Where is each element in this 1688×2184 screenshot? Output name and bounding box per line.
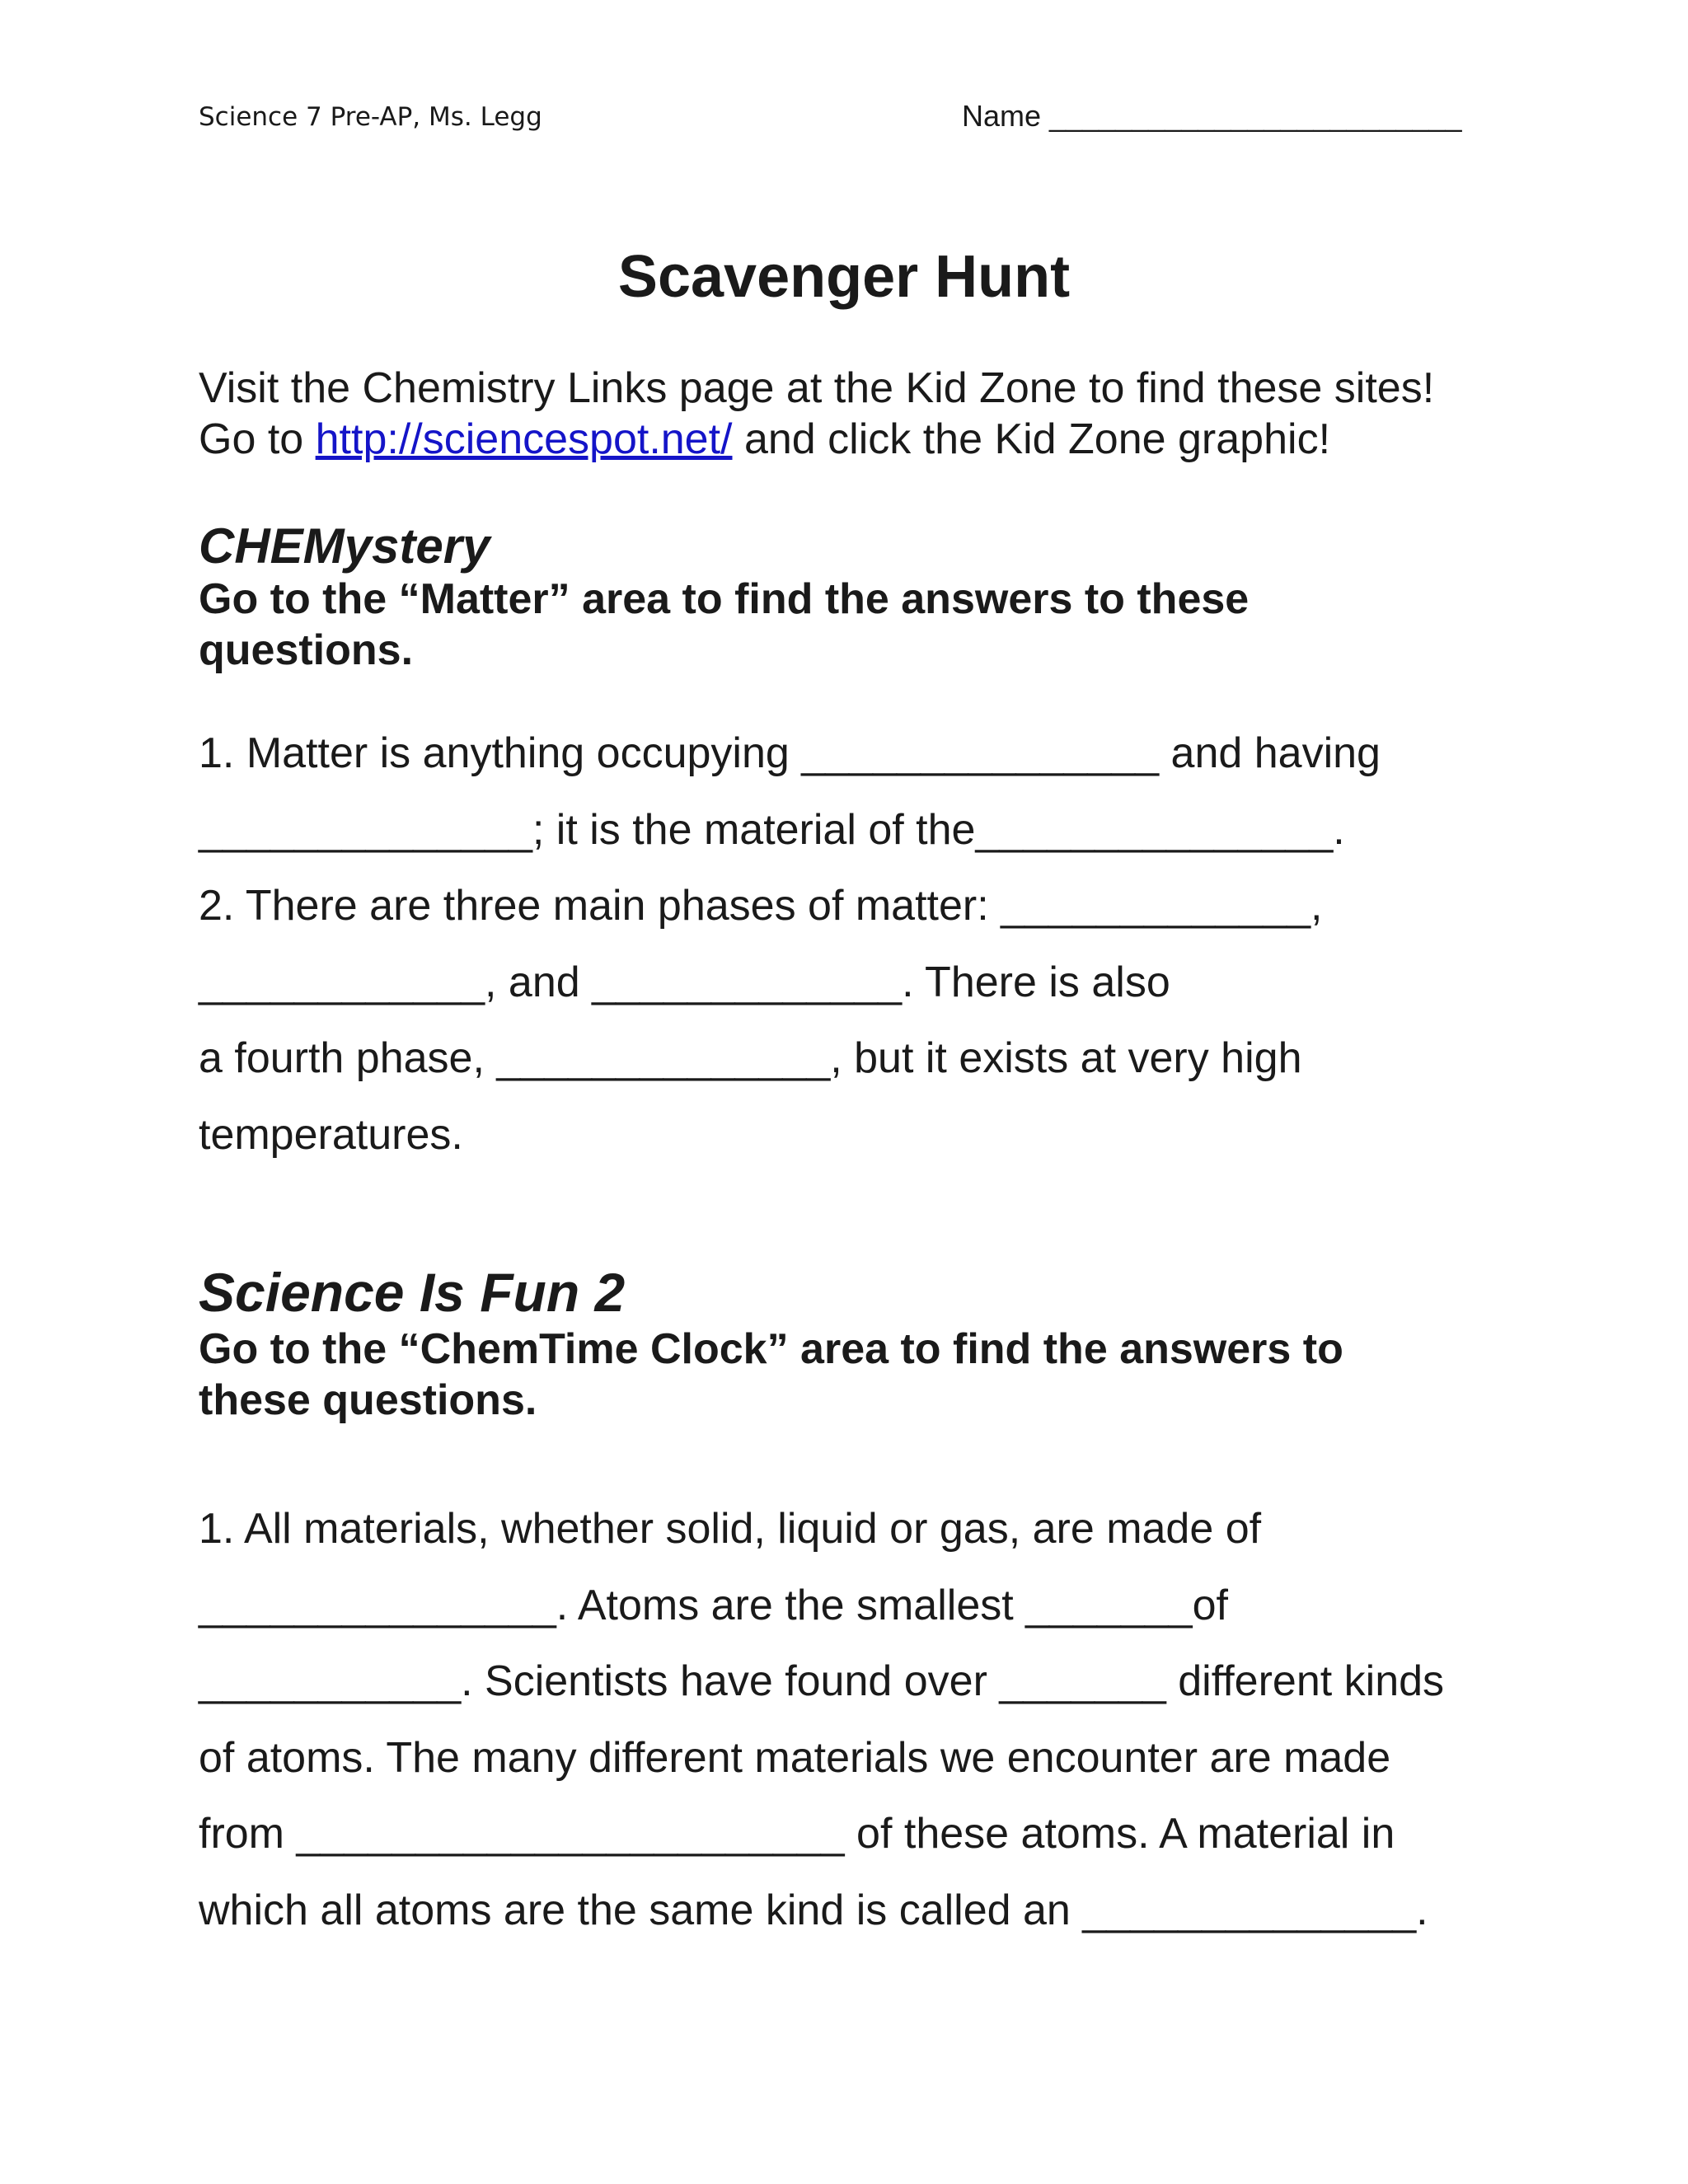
intro-line-2: [199, 414, 1434, 465]
question-line: _______________. Atoms are the smallest _______of: [199, 1581, 1228, 1629]
question-line: temperatures.: [199, 1110, 463, 1159]
section-title-chemystery: CHEMystery: [199, 518, 490, 574]
instruction-line: Go to the “Matter” area to find the answers to these: [199, 575, 1250, 623]
section-instruction-chemystery: [199, 574, 1249, 676]
question-line: which all atoms are the same kind is called an ______________.: [199, 1886, 1428, 1934]
course-header: Science 7 Pre-AP, Ms. Legg: [199, 102, 542, 132]
name-field: Name _________________________: [962, 99, 1462, 133]
intro-line-2-suffix: and click the Kid Zone graphic!: [732, 415, 1331, 463]
sciencespot-link[interactable]: http://sciencespot.net/: [315, 415, 733, 463]
intro-line-1: Visit the Chemistry Links page at the Kid Zone to find these sites!: [199, 364, 1435, 412]
question-line: a fourth phase, ______________, but it exists at very high: [199, 1034, 1302, 1082]
page-title: Scavenger Hunt: [617, 244, 1071, 310]
instruction-line: Go to the “ChemTime Clock” area to find the answers to: [199, 1325, 1343, 1373]
question-line: 2. There are three main phases of matter: _____________,: [199, 882, 1323, 930]
questions-science-is-fun: [199, 1491, 1444, 1948]
question-line: of atoms. The many different materials we encounter are made: [199, 1733, 1391, 1782]
intro-line-2-prefix: Go to: [199, 415, 316, 463]
question-line: 1. All materials, whether solid, liquid or gas, are made of: [199, 1505, 1262, 1553]
question-line: from _______________________ of these atoms. A material in: [199, 1810, 1395, 1858]
instruction-line: questions.: [199, 626, 414, 674]
section-instruction-science-is-fun: [199, 1324, 1343, 1426]
instruction-line: these questions.: [199, 1376, 537, 1424]
intro-paragraph: [199, 363, 1434, 465]
question-line: ____________, and _____________. There is also: [199, 958, 1170, 1006]
question-line: ______________; it is the material of the_______________.: [199, 805, 1345, 854]
question-line: 1. Matter is anything occupying _______________ and having: [199, 729, 1381, 777]
question-line: ___________. Scientists have found over _______ different kinds: [199, 1657, 1445, 1705]
section-title-science-is-fun: Science Is Fun 2: [199, 1262, 626, 1323]
questions-chemystery: [199, 715, 1381, 1173]
